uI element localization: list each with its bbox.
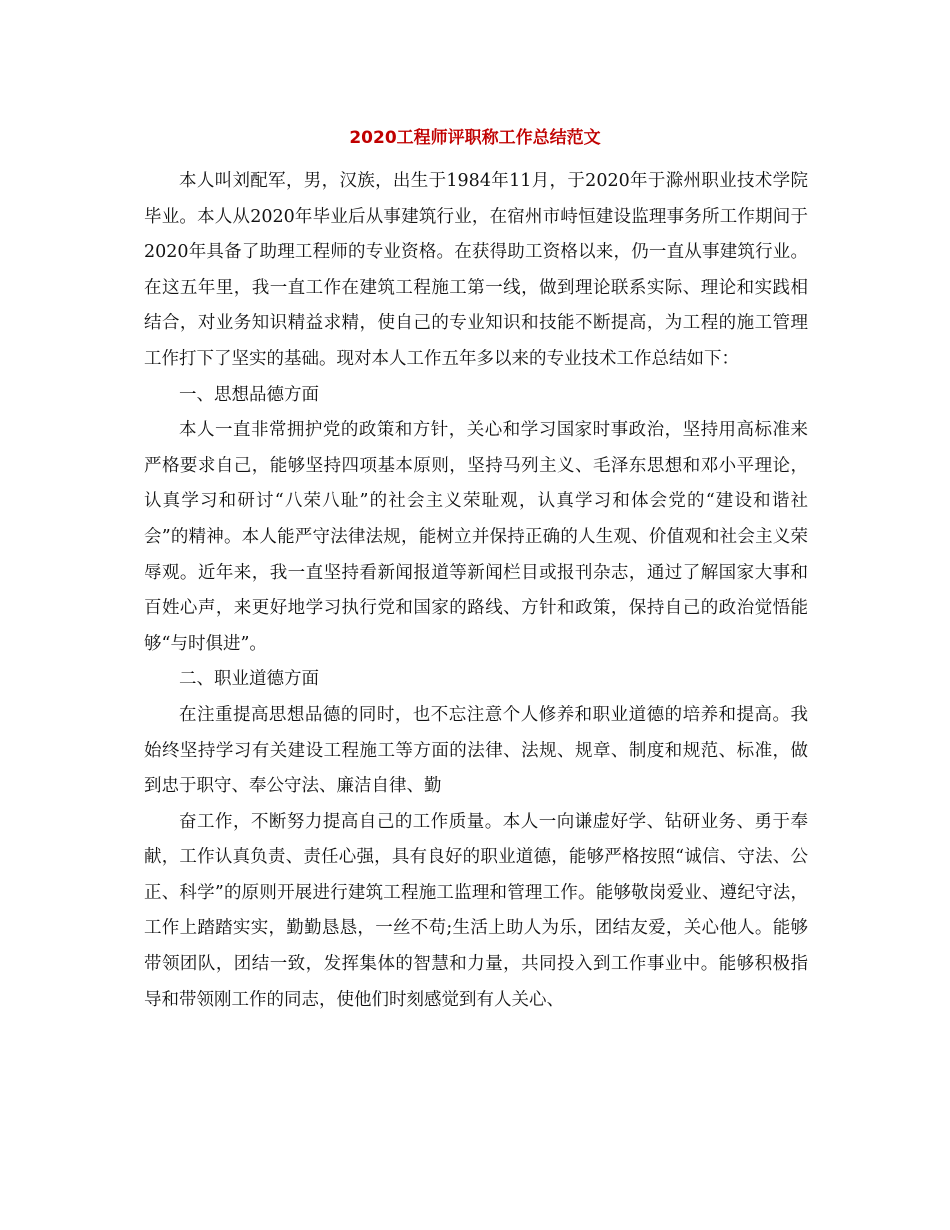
document-body [144,164,808,1018]
document-title: 2020工程师评职称工作总结范文 [349,128,601,148]
section-heading-ideology: 一、思想品德方面 [179,384,319,405]
section-heading-ethics: 二、职业道德方面 [179,669,319,690]
ideology-paragraph: 本人一直非常拥护党的政策和方针，关心和学习国家时事政治，坚持用高标准来严格要求自己，能够坚持四项基本原则，坚持马列主义、毛泽东思想和邓小平理论，认真学习和研讨“八荣八耻”的社会主义荣耻观，认真学习和体会党的“建设和谐社会”的精神。本人能严守法律法规，能树立并保持正确的人生观、价值观和社会主义荣辱观。近年来，我一直坚持看新闻报道等新闻栏目或报刊杂志，通过了解国家大事和百姓心声，来更好地学习执行党和国家的路线、方针和政策，保持自己的政治觉悟能够“与时俱进”。 [144,420,808,654]
intro-paragraph: 本人叫刘配军，男，汉族，出生于1984年11月，于2020年于滁州职业技术学院毕业。本人从2020年毕业后从事建筑行业，在宿州市峙恒建设监理事务所工作期间于2020年具备了助理工程师的专业资格。在获得助工资格以来，仍一直从事建筑行业。在这五年里，我一直工作在建筑工程施工第一线，做到理论联系实际、理论和实践相结合，对业务知识精益求精，使自己的专业知识和技能不断提高，为工程的施工管理工作打下了坚实的基础。现对本人工作五年多以来的专业技术工作总结如下： [144,171,808,369]
work-paragraph: 奋工作，不断努力提高自己的工作质量。本人一向谦虚好学、钻研业务、勇于奉献，工作认真负责、责任心强，具有良好的职业道德，能够严格按照“诚信、守法、公正、科学”的原则开展进行建筑工程施工监理和管理工作。能够敬岗爱业、遵纪守法，工作上踏踏实实，勤勤恳恳，一丝不苟;生活上助人为乐，团结友爱，关心他人。能够带领团队，团结一致，发挥集体的智慧和力量，共同投入到工作事业中。能够积极指导和带领刚工作的同志，使他们时刻感觉到有人关心、 [144,811,808,1010]
ethics-paragraph: 在注重提高思想品德的同时，也不忘注意个人修养和职业道德的培养和提高。我始终坚持学习有关建设工程施工等方面的法律、法规、规章、制度和规范、标准，做到忠于职守、奉公守法、廉洁自律、勤 [144,704,808,797]
